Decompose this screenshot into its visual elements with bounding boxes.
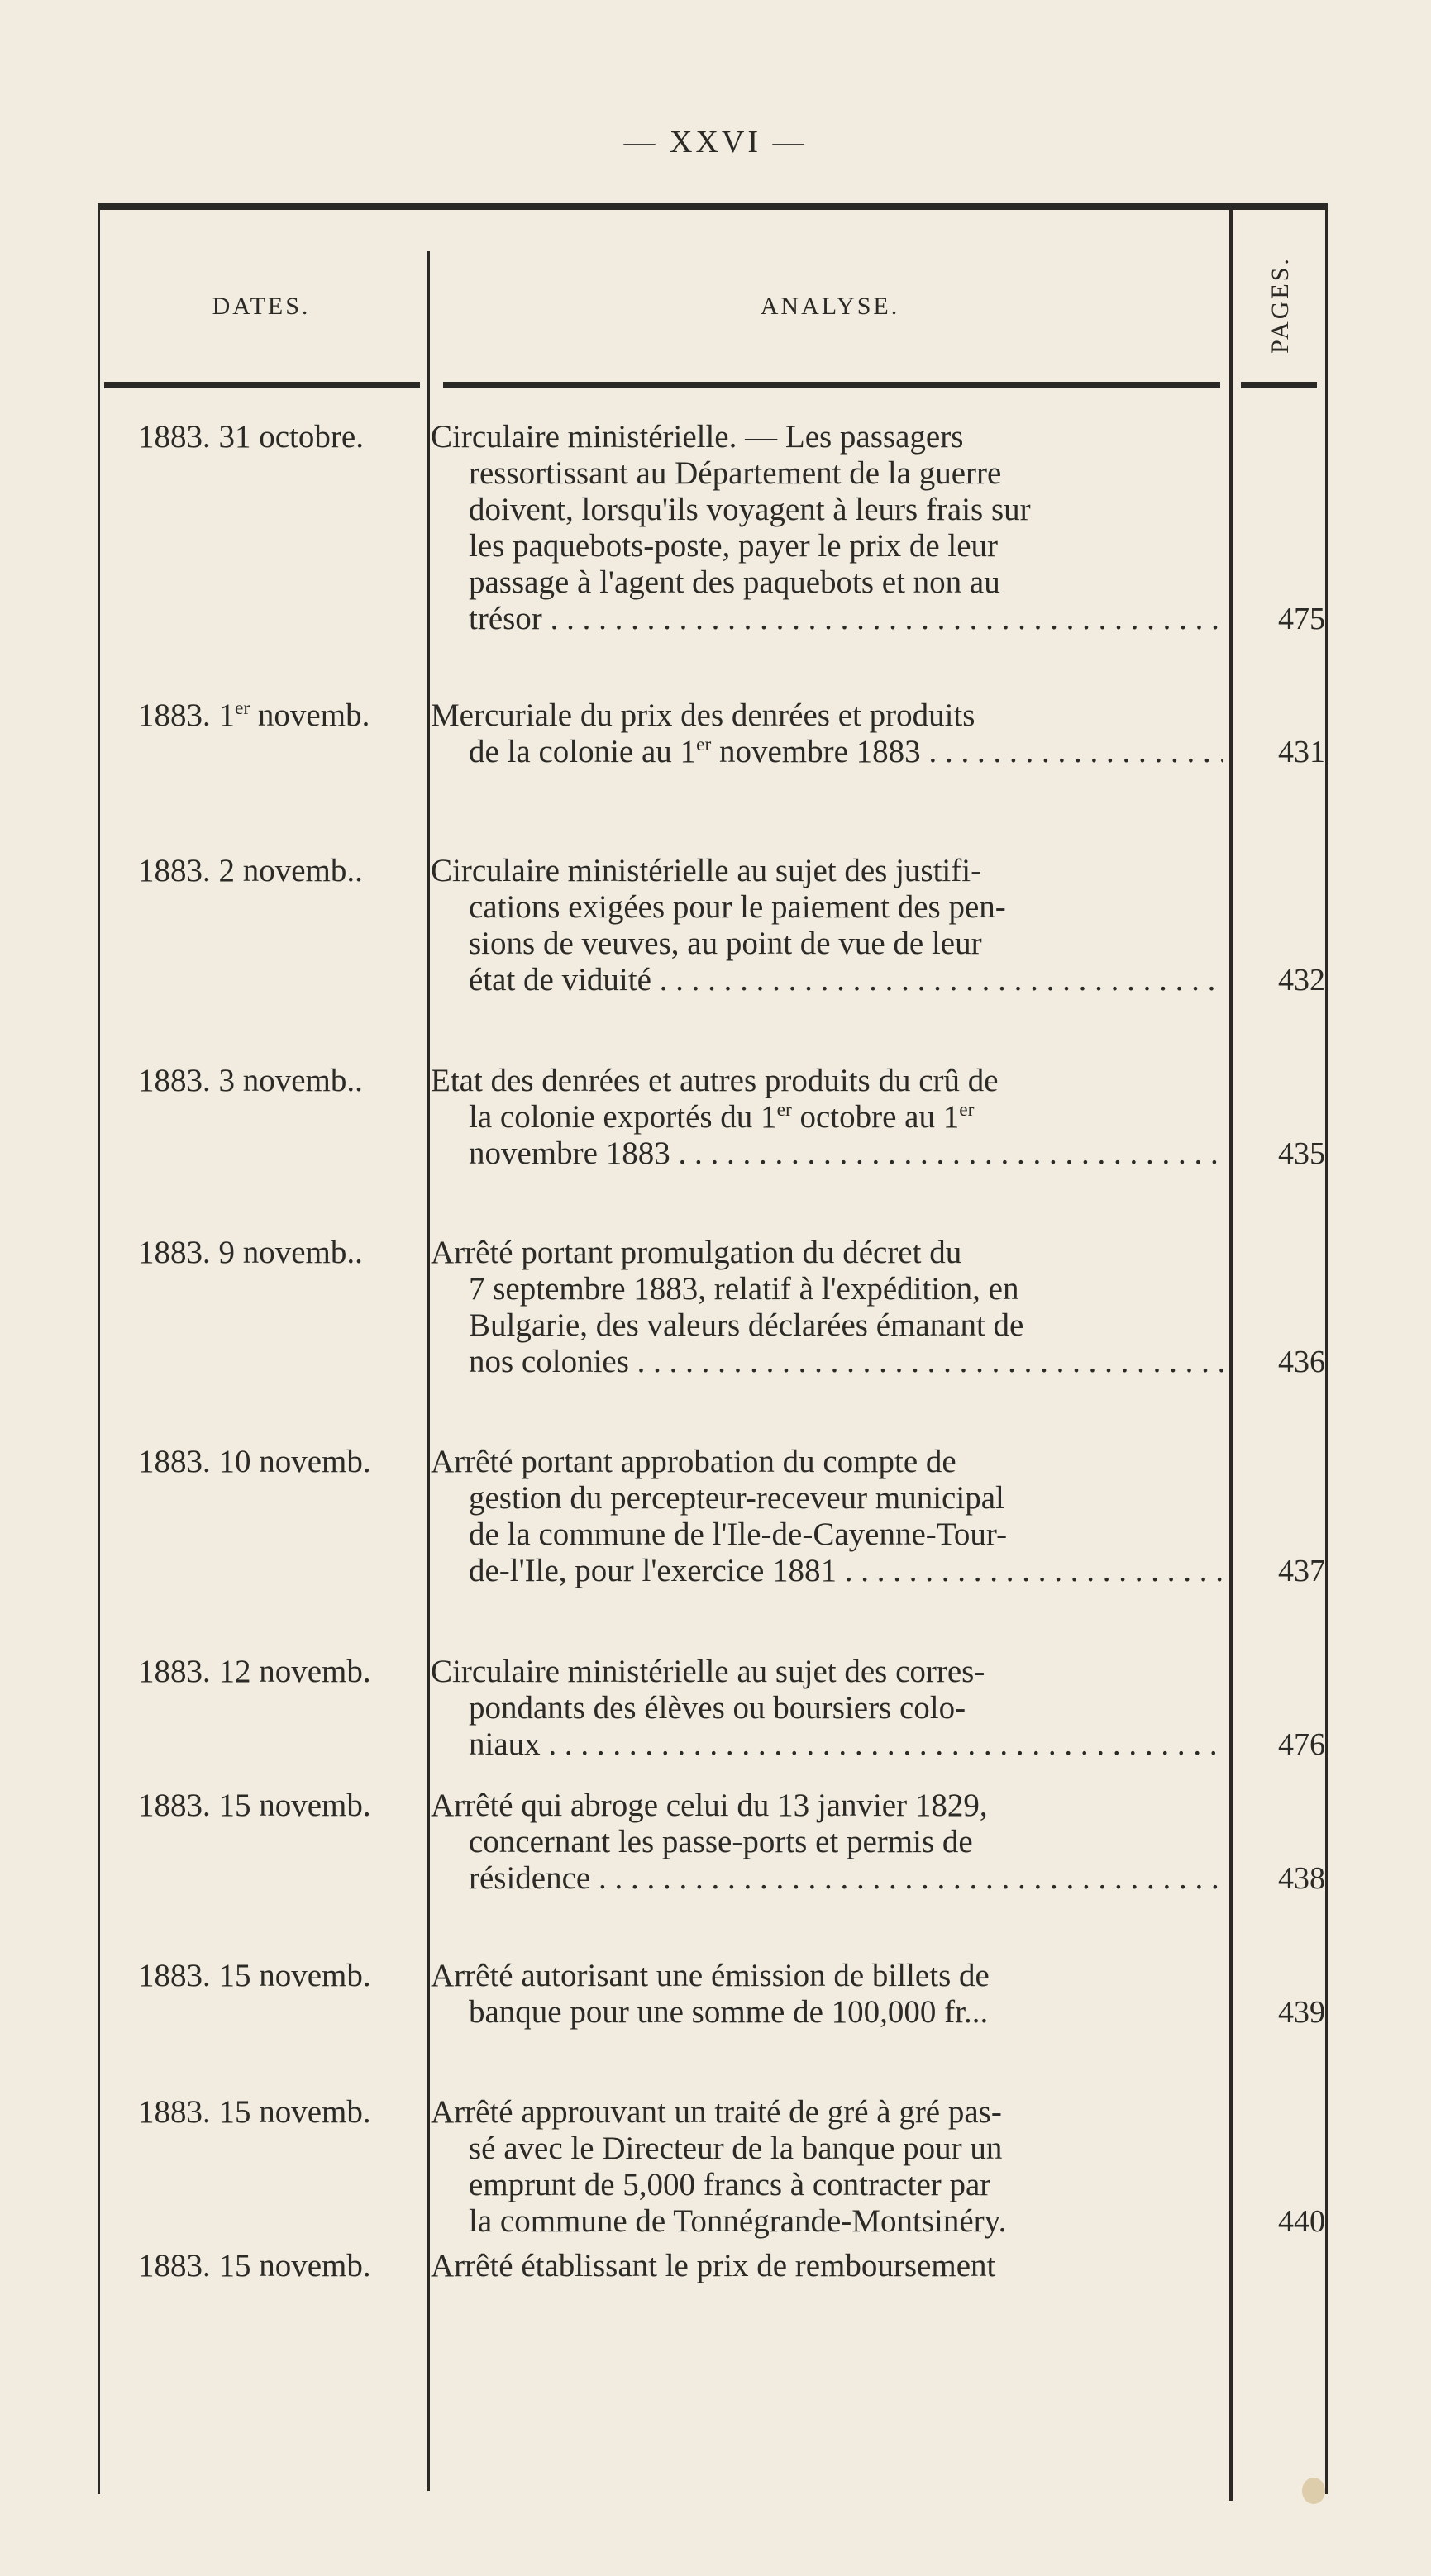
entry-date: 1883. 15 novemb. [138, 2248, 371, 2283]
entry-analysis-line: pondants des élèves ou boursiers colo- [469, 1690, 966, 1726]
entry-analysis-line: sions de veuves, au point de vue de leur [469, 926, 982, 961]
entry-analysis-line: cations exigées pour le paiement des pen- [469, 889, 1006, 925]
entry-analysis-line: résidence . . . [431, 1860, 1223, 1897]
entry-date: 1883. 15 novemb. [138, 1958, 371, 1993]
entry-analysis-line: Arrêté établissant le prix de remboursement [431, 2248, 996, 2283]
paper-stain [1302, 2478, 1325, 2504]
entry-analysis [431, 1235, 1223, 1380]
entry-analysis-line: banque pour une somme de 100,000 fr... [469, 1994, 989, 2030]
entry-date: 1883. 1er novemb. [138, 698, 370, 733]
entry-analysis-line: niaux . . . [431, 1726, 1223, 1763]
entry-date: 1883. 3 novemb.. [138, 1063, 363, 1098]
entry-page-number: 476 [1278, 1727, 1325, 1762]
column-header-pages [1239, 243, 1322, 367]
entry-date: 1883. 15 novemb. [138, 2094, 371, 2130]
entry-analysis-line: emprunt de 5,000 francs à contracter par [469, 2167, 991, 2202]
index-table [98, 203, 1328, 2494]
entry-analysis-line: doivent, lorsqu'ils voyagent à leurs frais sur [469, 492, 1031, 527]
entry-analysis-line: novembre 1883 . . . [431, 1136, 1223, 1172]
entry-date: 1883. 10 novemb. [138, 1444, 371, 1479]
header-rule [1241, 382, 1317, 388]
entry-analysis [431, 853, 1223, 998]
entry-date: 1883. 2 novemb.. [138, 853, 363, 888]
header-rule [443, 382, 1220, 388]
entry-analysis-line: de la colonie au 1er novembre 1883 . . . [431, 734, 1223, 770]
entry-analysis-line: nos colonies . . . [431, 1344, 1223, 1380]
entry-page-number: 437 [1278, 1554, 1325, 1588]
entry-analysis-line: Arrêté approuvant un traité de gré à gré pas- [431, 2094, 1002, 2130]
entry-analysis [431, 1654, 1223, 1763]
column-divider [427, 251, 430, 2491]
entry-analysis-line: concernant les passe-ports et permis de [469, 1824, 973, 1859]
entry-analysis-line: état de viduité . . . [431, 962, 1223, 998]
entry-analysis-line: Arrêté portant promulgation du décret du [431, 1235, 962, 1270]
entry-analysis-line: Arrêté portant approbation du compte de [431, 1444, 956, 1479]
entry-analysis-line: sé avec le Directeur de la banque pour un [469, 2131, 1003, 2166]
entry-analysis-line: les paquebots-poste, payer le prix de leur [469, 528, 999, 564]
column-header-analyse: ANALYSE. [760, 293, 900, 320]
entry-page-number: 440 [1278, 2204, 1325, 2239]
entry-analysis [431, 1788, 1223, 1897]
entry-analysis [431, 1958, 1223, 2031]
column-divider [1229, 210, 1233, 2501]
entry-page-number: 475 [1278, 602, 1325, 636]
entry-date: 1883. 12 novemb. [138, 1654, 371, 1689]
entry-analysis-line: ressortissant au Département de la guerre [469, 455, 1002, 491]
entry-analysis-line: Circulaire ministérielle au sujet des justifi- [431, 853, 982, 888]
entry-date: 1883. 31 octobre. [138, 419, 364, 455]
entry-analysis-line: Etat des denrées et autres produits du crû de [431, 1063, 999, 1098]
column-header-pages-label: PAGES. [1266, 256, 1294, 354]
header-rule [104, 382, 420, 388]
column-header-dates: DATES. [212, 293, 311, 320]
entry-page-number: 431 [1278, 735, 1325, 769]
entry-page-number: 435 [1278, 1136, 1325, 1171]
entry-analysis-line: Circulaire ministérielle. — Les passagers [431, 419, 964, 455]
entry-page-number: 439 [1278, 1995, 1325, 2030]
entry-analysis [431, 1444, 1223, 1589]
entry-analysis [431, 2094, 1223, 2240]
entry-page-number: 438 [1278, 1861, 1325, 1896]
entry-analysis-line: de-l'Ile, pour l'exercice 1881 . . . [431, 1553, 1223, 1589]
entry-analysis [431, 419, 1223, 637]
entry-analysis-line: Mercuriale du prix des denrées et produits [431, 698, 975, 733]
entry-page-number: 436 [1278, 1345, 1325, 1379]
entry-analysis-line: passage à l'agent des paquebots et non au [469, 564, 1000, 600]
entry-page-number: 432 [1278, 963, 1325, 998]
entry-date: 1883. 15 novemb. [138, 1788, 371, 1823]
entry-analysis-line: la colonie exportés du 1er octobre au 1er [469, 1099, 975, 1135]
entry-analysis-line: gestion du percepteur-receveur municipal [469, 1480, 1004, 1516]
entry-analysis [431, 698, 1223, 770]
entry-analysis-line: de la commune de l'Ile-de-Cayenne-Tour- [469, 1517, 1008, 1552]
entry-analysis [431, 2248, 1223, 2284]
entry-analysis-line: Bulgarie, des valeurs déclarées émanant de [469, 1307, 1024, 1343]
page-number: — XXVI — [623, 125, 808, 160]
entry-analysis-line: la commune de Tonnégrande-Montsinéry. [469, 2203, 1007, 2239]
entry-analysis-line: Arrêté autorisant une émission de billets de [431, 1958, 990, 1993]
entry-analysis [431, 1063, 1223, 1172]
entry-analysis-line: Arrêté qui abroge celui du 13 janvier 1829, [431, 1788, 988, 1823]
entry-date: 1883. 9 novemb.. [138, 1235, 363, 1270]
entry-analysis-line: Circulaire ministérielle au sujet des corres- [431, 1654, 985, 1689]
entry-analysis-line: 7 septembre 1883, relatif à l'expédition, en [469, 1271, 1019, 1307]
entry-analysis-line: trésor . . . [431, 601, 1223, 637]
